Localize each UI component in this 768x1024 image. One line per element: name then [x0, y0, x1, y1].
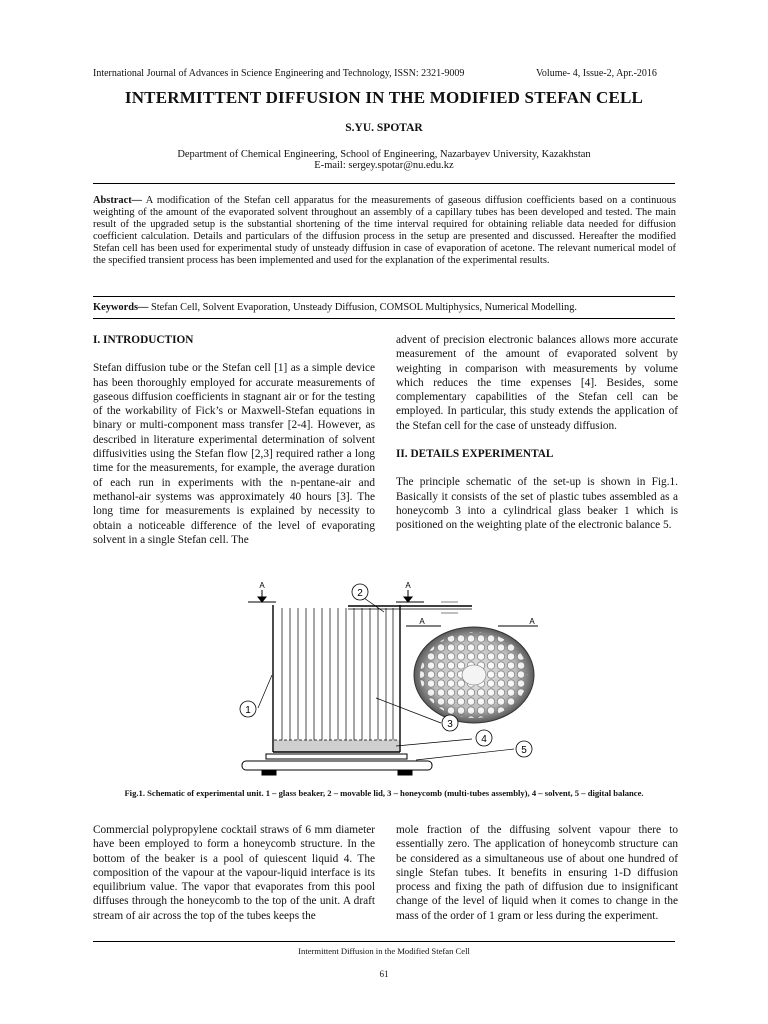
label-5: 5: [521, 745, 527, 756]
keywords: [93, 302, 676, 313]
footer-divider: [93, 941, 675, 942]
label-2: 2: [357, 588, 363, 599]
figure-caption: Fig.1. Schematic of experimental unit. 1 – glass beaker, 2 – movable lid, 3 – honeycomb (multi-tubes assembly), 4 – solvent, 5 – digital balance.: [124, 788, 644, 798]
label-a-left: A: [259, 581, 265, 590]
divider-bottom: [93, 318, 675, 319]
section-heading-experimental: II. DETAILS EXPERIMENTAL: [396, 448, 554, 461]
experimental-paragraph-1: The principle schematic of the set-up is shown in Fig.1. Basically it consists of the set of plastic tubes assembled as a honeycomb 3 into a cylindrical glass beaker 1 which is positioned on the weighting plate of the electronic balance 5.: [396, 476, 678, 532]
figure-schematic: [236, 580, 550, 785]
experimental-paragraph-2-continued: mole fraction of the diffusing solvent vapour there to essentially zero. The application of honeycomb structure can be considered as a simultaneous use of about one hundred of single Stefan tubes. It benefits in ensuring 1-D diffusion process and fixing the path of diffusion due to insignificant change of the level of liquid when it comes to change in the mass of the order of 1 gram or less during the experiment.: [396, 824, 678, 922]
label-1: 1: [245, 705, 251, 716]
affiliation-department: Department of Chemical Engineering, School of Engineering, Nazarbayev University, Kazakhstan: [177, 149, 591, 160]
keywords-text: Stefan Cell, Solvent Evaporation, Unsteady Diffusion, COMSOL Multiphysics, Numerical Modelling.: [148, 302, 577, 313]
left-column-upper: [93, 333, 375, 547]
label-a-photo-left: A: [419, 617, 425, 626]
right-column-lower: [396, 823, 678, 923]
divider-middle: [93, 296, 675, 297]
left-column-lower: [93, 823, 375, 923]
intro-paragraph: Stefan diffusion tube or the Stefan cell [1] as a simple device has been thoroughly employed for accurate measurements of gaseous diffusion coefficients in stagnant air or for the testing of the workability of Fick’s or Maxwell-Stefan equations in binary or multi-component mass transfer [2-4]. However, as described in literature experimental determination of solvent diffusivities using the Stefan flow [2,3] required rather a long time for the measurements, for example, the average duration of each run in experiments with the n-pentane-air and methanol-air systems was approximately 40 hours [3]. The long time for measurements is explained by necessity to obtain a noticeable difference of the level of evaporating solvent in a single Stefan cell. The: [93, 362, 375, 546]
label-3: 3: [447, 719, 453, 730]
journal-header: International Journal of Advances in Science Engineering and Technology, ISSN: 2321-9009: [93, 68, 465, 79]
schematic-diagram: [236, 580, 550, 780]
intro-paragraph-continued: advent of precision electronic balances allows more accurate measurement of the amount of evaporated solvent by weighting in comparison with measurements by volume which reduces the time expenses [4]. Besides, some complementary capabilities of the Stefan cell can be employed. In particular, this study extends the application of the Stefan cell for the case of unsteady diffusion.: [396, 334, 678, 432]
running-footer: Intermittent Diffusion in the Modified Stefan Cell: [298, 946, 470, 956]
right-column-upper: [396, 333, 678, 533]
label-a-right: A: [405, 581, 411, 590]
affiliation-email: E-mail: sergey.spotar@nu.edu.kz: [314, 160, 454, 171]
volume-header: Volume- 4, Issue-2, Apr.-2016: [536, 68, 657, 79]
paper-title: INTERMITTENT DIFFUSION IN THE MODIFIED STEFAN CELL: [124, 88, 644, 107]
label-a-photo-right: A: [529, 617, 535, 626]
page-number: 61: [379, 969, 389, 979]
label-4: 4: [481, 734, 487, 745]
divider-top: [93, 183, 675, 184]
section-heading-introduction: I. INTRODUCTION: [93, 334, 194, 346]
author-name: S.YU. SPOTAR: [345, 122, 423, 134]
abstract: [93, 195, 676, 267]
abstract-label: Abstract—: [93, 195, 143, 206]
keywords-label: Keywords—: [93, 302, 149, 313]
experimental-paragraph-2: Commercial polypropylene cocktail straws of 6 mm diameter have been employed to form a honeycomb structure. In the bottom of the beaker is a pool of quiescent liquid 4. The composition of the vapour at the vapour-liquid interface is its equilibrium value. The vapor that evaporates from this pool diffuses through the honeycomb to the top of the unit. A draft stream of air across the top of the tubes keeps the: [93, 824, 375, 922]
abstract-text: A modification of the Stefan cell apparatus for the measurements of gaseous diffusion coefficients based on a continuous weighting of the amount of the evaporated solvent throughout an assembly of a capillary tubes has been developed and tested. The main result of the upgraded setup is the substantial shortening of the time interval required for obtaining reliable data needed for diffusion coefficient calculation. Details and particulars of the diffusion process in the setup are presented and discussed. Hereafter the modified Stefan cell has been used for experimental study of unsteady diffusion in case of evaporation of acetone. The relevant numerical model of the specified transient process has been implemented and used for the explanation of the experimental results.: [93, 195, 676, 266]
